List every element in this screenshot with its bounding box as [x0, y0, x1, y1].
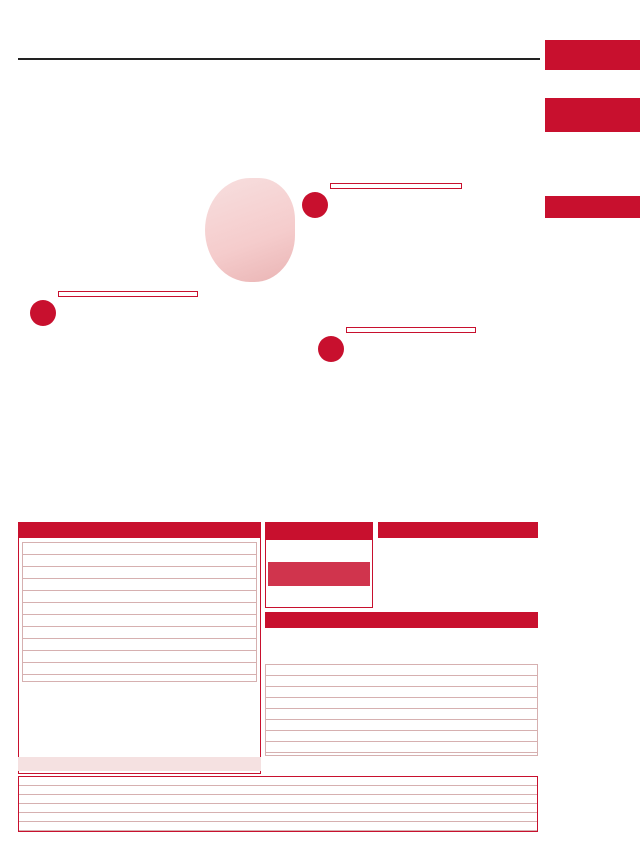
section-title-phenomenon: [58, 291, 198, 297]
section-text-trend-1: [258, 370, 390, 520]
section-tag-trend: [318, 336, 344, 362]
section-text-reason-1: [258, 218, 390, 312]
auction-ad-banner: [268, 562, 370, 586]
section-title-reason: [330, 183, 462, 189]
page-header: [0, 0, 540, 60]
section-title-trend: [346, 327, 476, 333]
joint-exchange-text: [378, 540, 538, 602]
auction-ad-title: [265, 522, 373, 540]
section-text-phenomenon-mid: [122, 326, 254, 520]
section-tag-phenomenon: [30, 300, 56, 326]
sidebar-title-recycle: [545, 98, 640, 132]
joint-exchange-title: [378, 522, 538, 538]
joint-exchange-table: [265, 664, 538, 756]
section-tag-reason: [302, 192, 328, 218]
article-intro: [30, 176, 195, 272]
sidebar-title-business: [545, 40, 640, 70]
joint-exchange-title-2: [265, 612, 538, 628]
property-exchange-title: [18, 522, 261, 538]
sidebar-title-lost-notice: [545, 196, 640, 218]
dateline: [18, 58, 540, 70]
classified-sidebar: [545, 0, 640, 852]
property-exchange-address: [18, 757, 261, 771]
property-exchange-text: [22, 684, 257, 756]
property-exchange-table: [22, 542, 257, 682]
section-text-phenomenon-left: [26, 326, 118, 520]
registration-address: [18, 834, 538, 850]
section-text-reason-2: [398, 218, 536, 312]
asset-listing-table: [18, 776, 538, 832]
section-text-trend-2: [398, 370, 536, 520]
